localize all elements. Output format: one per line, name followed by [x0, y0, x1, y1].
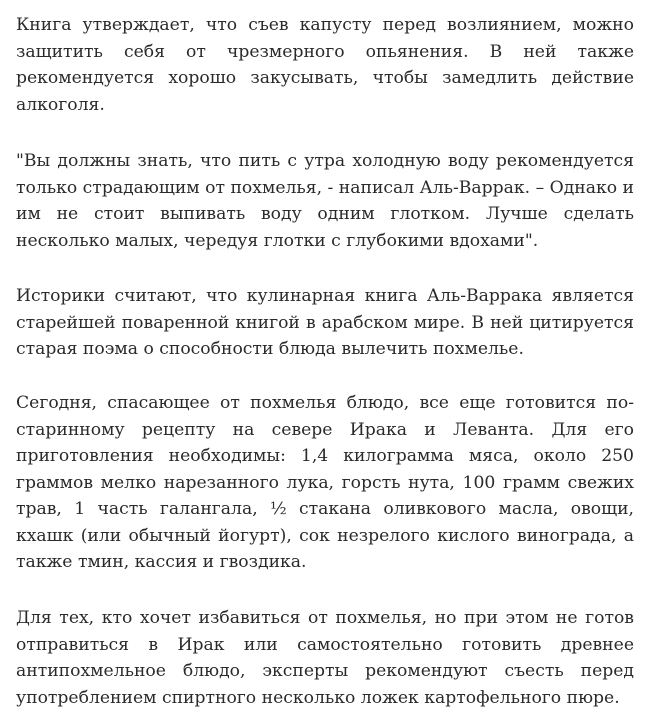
paragraph-quote-water: "Вы должны знать, что пить с утра холодную воду рекомендуется только страдающим от похмелья, - написал Аль-Варрак. – Однако и им не стоит выпивать воду одним глотком. Лучше сделать несколько малых, чередуя глотки с глубокими вдохами". [16, 151, 635, 251]
paragraph-cabbage: Книга утверждает, что съев капусту перед возлиянием, можно защитить себя от чрезмерного опьянения. В ней также рекомендуется хорошо закусывать, чтобы замедлить действие алкоголя. [16, 15, 634, 115]
paragraph-mashed-potatoes: Для тех, кто хочет избавиться от похмелья, но при этом не готов отправиться в Ирак или самостоятельно готовить древнее антипохмельное блюдо, эксперты рекомендуют съесть перед употреблением спиртного несколько ложек картофельного пюре. [16, 608, 634, 708]
paragraph-historians: Историки считают, что кулинарная книга Аль-Варрака является старейшей поваренной книгой в арабском мире. В ней цитируется старая поэма о способности блюда вылечить похмелье. [16, 286, 634, 359]
paragraph-recipe: Сегодня, спасающее от похмелья блюдо, все еще готовится по-старинному рецепту на севере Ирака и Леванта. Для его приготовления необходимы: 1,4 килограмма мяса, около 250 граммов мелко нарезанного лука, горсть нута, 100 грамм свежих трав, 1 часть галангала, ½ стакана оливкового масла, овощи, кхашк (или обычный йогурт), сок незрелого кислого винограда, а также тмин, кассия и гвоздика. [16, 393, 634, 572]
